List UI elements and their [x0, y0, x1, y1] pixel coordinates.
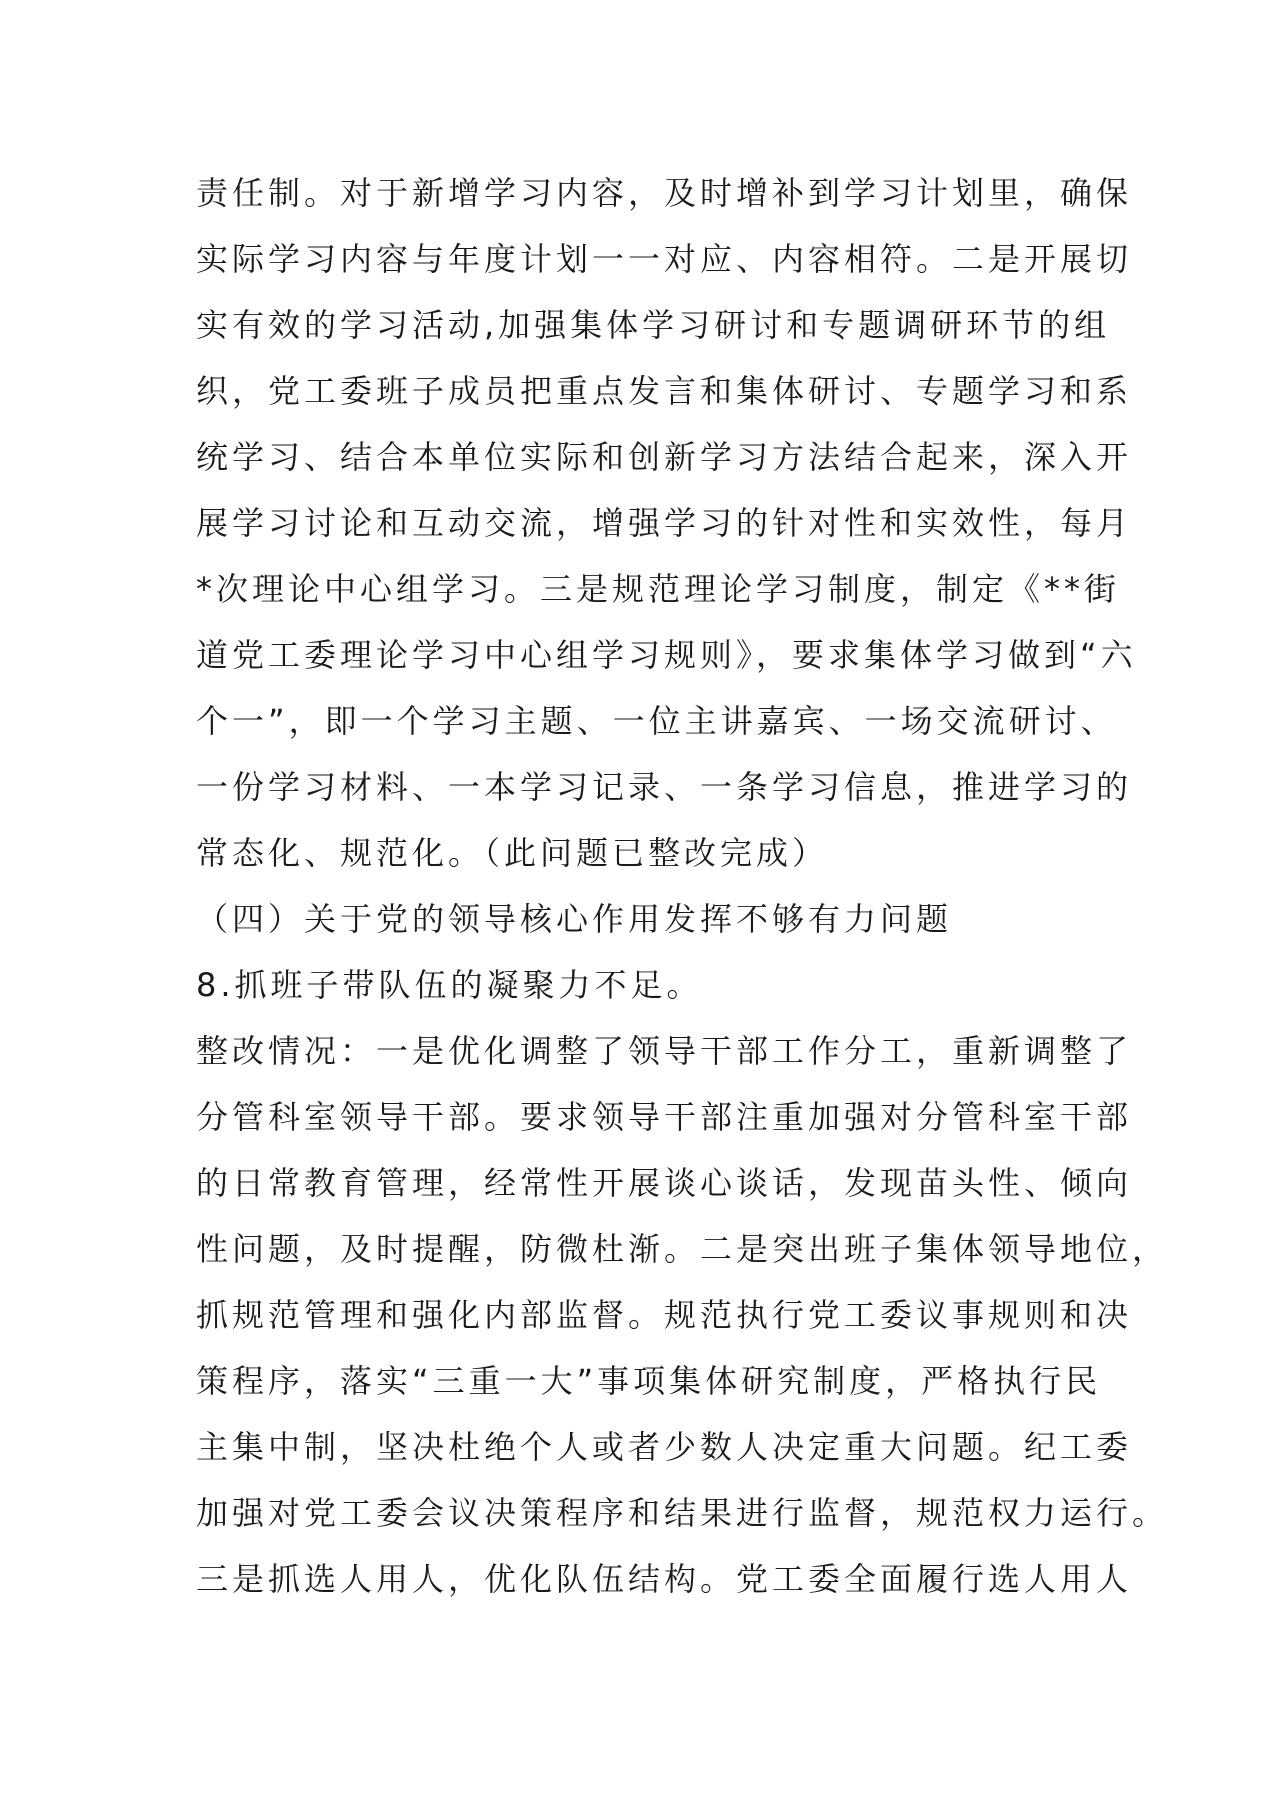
text-line: 整改情况：一是优化调整了领导干部工作分工，重新调整了 [196, 1032, 1133, 1070]
text-line: 统学习、结合本单位实际和创新学习方法结合起来，深入开 [196, 438, 1133, 476]
text-line: 加强对党工委会议决策程序和结果进行监督，规范权力运行。 [196, 1494, 1169, 1532]
text-line: 道党工委理论学习中心组学习规则》，要求集体学习做到“六 [196, 636, 1137, 674]
text-line: 常态化、规范化。（此问题已整改完成） [196, 834, 829, 872]
text-line: 的日常教育管理，经常性开展谈心谈话，发现苗头性、倾向 [196, 1164, 1133, 1202]
text-line: 个一”，即一个学习主题、一位主讲嘉宾、一场交流研讨、 [196, 702, 1117, 740]
text-line: 抓规范管理和强化内部监督。规范执行党工委议事规则和决 [196, 1296, 1133, 1334]
text-line: 织，党工委班子成员把重点发言和集体研讨、专题学习和系 [196, 372, 1133, 410]
text-line: 实有效的学习活动,加强集体学习研讨和专题调研环节的组 [196, 306, 1111, 344]
text-line: 三是抓选人用人，优化队伍结构。党工委全面履行选人用人 [196, 1560, 1133, 1598]
text-line: 分管科室领导干部。要求领导干部注重加强对分管科室干部 [196, 1098, 1133, 1136]
text-line: 性问题，及时提醒，防微杜渐。二是突出班子集体领导地位， [196, 1230, 1169, 1268]
section-heading: （四）关于党的领导核心作用发挥不够有力问题 [196, 900, 953, 938]
text-line: *次理论中心组学习。三是规范理论学习制度，制定《**街 [196, 570, 1121, 608]
text-line: 一份学习材料、一本学习记录、一条学习信息，推进学习的 [196, 768, 1133, 806]
item-heading: 8.抓班子带队伍的凝聚力不足。 [196, 966, 703, 1004]
text-line: 策程序，落实“三重一大”事项集体研究制度，严格执行民 [196, 1362, 1102, 1400]
text-line: 主集中制，坚决杜绝个人或者少数人决定重大问题。纪工委 [196, 1428, 1133, 1466]
text-line: 实际学习内容与年度计划一一对应、内容相符。二是开展切 [196, 240, 1133, 278]
body-text [196, 160, 1169, 1612]
text-line: 责任制。对于新增学习内容，及时增补到学习计划里，确保 [196, 174, 1133, 212]
text-line: 展学习讨论和互动交流，增强学习的针对性和实效性，每月 [196, 504, 1133, 542]
